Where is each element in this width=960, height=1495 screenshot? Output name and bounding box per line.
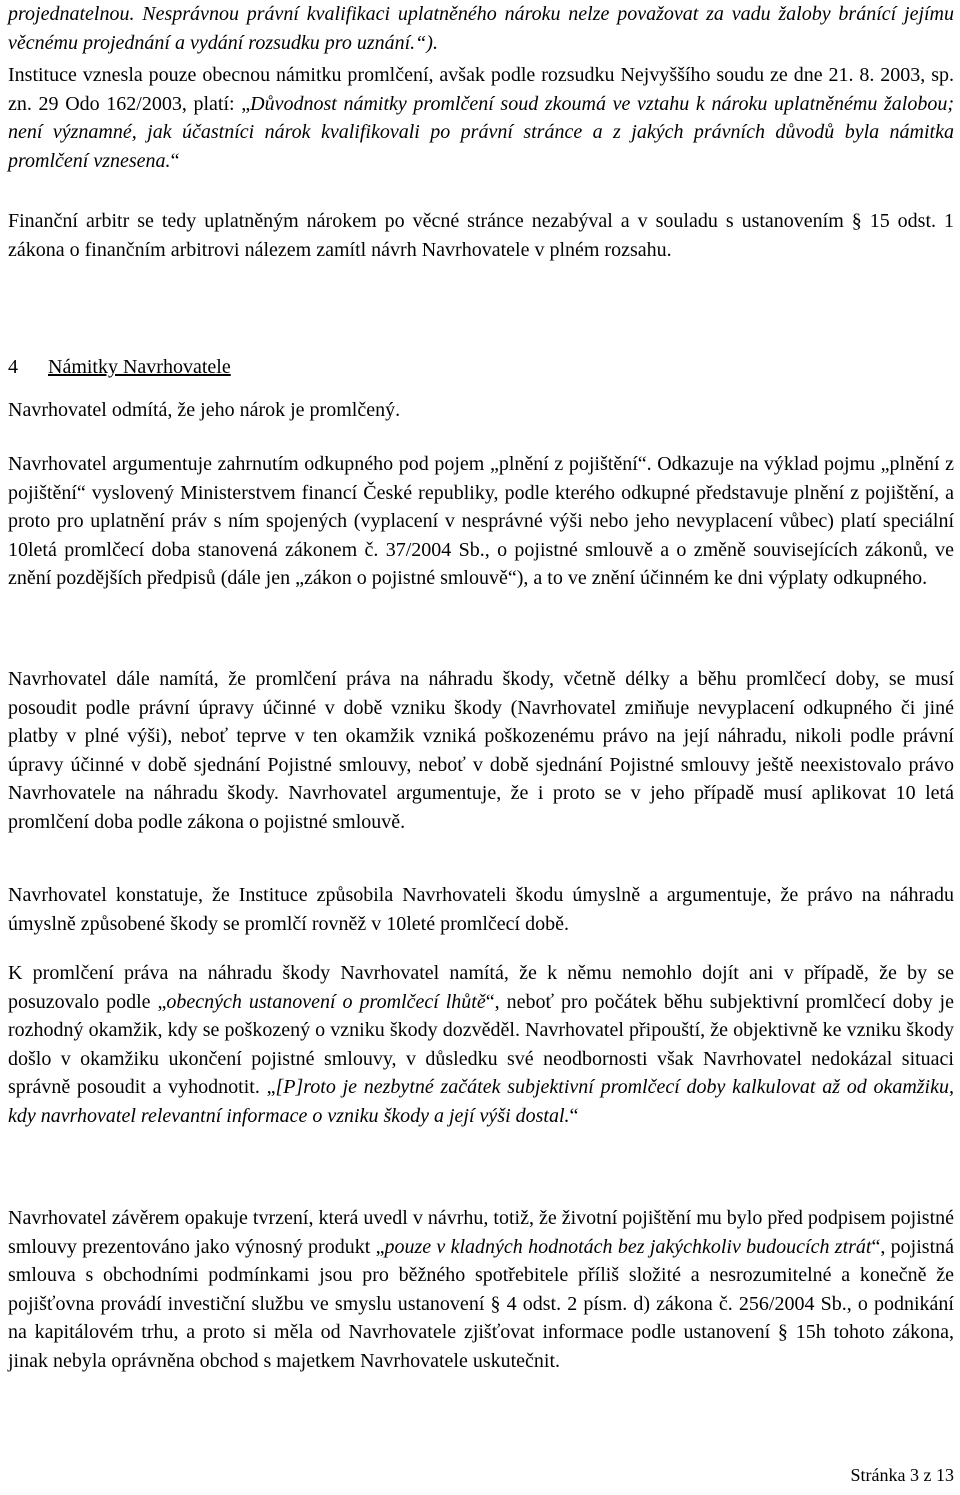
text-run: Navrhovatel závěrem opakuje tvrzení, která uvedl v návrhu, totiž, že životní pojištění mu bylo před podpisem pojistné smlouvy prezentováno jako výnosný produkt „ bbox=[8, 1207, 954, 1258]
paragraph-arbiter-decision bbox=[8, 207, 954, 264]
text-run: pouze v kladných hodnotách bez jakýchkoliv budoucích ztrát bbox=[384, 1235, 872, 1258]
text-run: Navrhovatel argumentuje zahrnutím odkupného pod pojem „plnění z pojištění“. Odkazuje na výklad pojmu „plnění z pojištění“ vyslovený Ministerstvem financí České republiky, podle kterého odkupné představuje plnění z pojištění, a proto pro uplatnění práv s ním spojených (vyplacení v nesprávné výši nebo jeho nevyplacení vůbec) platí speciální 10letá promlčecí doba stanovená zákonem č. 37/2004 Sb., o pojistné smlouvě a o změně souvisejících zákonů, ve znění pozdějších předpisů (dále jen „zákon o pojistné smlouvě“), a to ve znění účinném ke dni výplaty odkupného. bbox=[8, 453, 954, 589]
text-run: K promlčení práva na náhradu škody Navrhovatel namítá, že k němu nemohlo dojít ani v případě, že by se posuzovalo podle „ bbox=[8, 962, 954, 1013]
text-run: “, neboť pro počátek běhu subjektivní promlčecí doby je rozhodný okamžik, kdy se poškozený o vzniku škody dozvěděl. Navrhovatel připouští, že objektivně ke vzniku škody došlo v okamžiku ukončení pojistné smlouvy, v důsledku své neodbornosti však Navrhovatel nedokázal situaci správně posoudit a vyhodnotit. „ bbox=[8, 990, 954, 1098]
paragraph-court-quote-end bbox=[8, 0, 954, 57]
text-run: Finanční arbitr se tedy uplatněným nárokem po věcné stránce nezabýval a v souladu s ustanovením § 15 odst. 1 zákona o finančním arbitrovi nálezem zamítl návrh Navrhovatele v plném rozsahu. bbox=[8, 210, 954, 261]
text-run: Navrhovatel konstatuje, že Instituce způsobila Navrhovateli škodu úmyslně a argumentuje, že právo na náhradu úmyslně způsobené škody se promlčí rovněž v 10leté promlčecí době. bbox=[8, 884, 954, 935]
paragraph-surrender-value-argument bbox=[8, 450, 954, 593]
text-run: “, pojistná smlouva s obchodními podmínkami jsou pro běžného spotřebitele příliš složité a nesrozumitelné a konečně že pojišťovna provádí investiční službu ve smyslu ustanovení § 4 odst. 2 písm. d) zákona č. 256/2004 Sb., o podnikání na kapitálovém trhu, a proto si měla od Navrhovatele zjišťovat informace podle ustanovení § 15h tohoto zákona, jinak nebyla oprávněna obchod s majetkem Navrhovatele uskutečnit. bbox=[8, 1235, 954, 1372]
text-run: projednatelnou. Nesprávnou právní kvalifikaci uplatněného nároku nelze považovat za vadu žaloby bránící jejímu věcnému projednání a vydání rozsudku pro uznání.“). bbox=[8, 3, 954, 54]
section-number: 4 bbox=[8, 356, 18, 378]
paragraph-intentional-damage bbox=[8, 881, 954, 938]
section-heading bbox=[8, 353, 954, 382]
text-run: Navrhovatel odmítá, že jeho nárok je promlčený. bbox=[8, 399, 401, 421]
paragraph-statute-of-limitations-objection bbox=[8, 61, 954, 175]
page-number-footer: Stránka 3 z 13 bbox=[850, 1465, 954, 1485]
text-run: “ bbox=[170, 149, 180, 172]
paragraph-claimant-rejects bbox=[8, 396, 954, 425]
paragraph-closing-assertions bbox=[8, 1204, 954, 1375]
text-run: Navrhovatel dále namítá, že promlčení práva na náhradu škody, včetně délky a běhu promlčecí doby, se musí posoudit podle právní úpravy účinné v době vzniku škody (Navrhovatel zmiňuje nevyplacení odkupného či jiné platby v plné výši), neboť teprve v ten okamžik vzniká poškozenému právo na její náhradu, nikoli podle právní úpravy účinné v době sjednání Pojistné smlouvy, neboť v době sjednání Pojistné smlouvy ještě neexistovalo právo Navrhovatele na náhradu škody. Navrhovatel argumentuje, že i proto se v jeho případě musí aplikovat 10 letá promlčení doba podle zákona o pojistné smlouvě. bbox=[8, 668, 954, 833]
text-run: “ bbox=[569, 1104, 579, 1127]
text-run: [P]roto je nezbytné začátek subjektivní promlčecí doby kalkulovat až od okamžiku, kdy navrhovatel relevantní informace o vzniku škody a její výši dostal. bbox=[8, 1076, 954, 1127]
text-run: obecných ustanovení o promlčecí lhůtě bbox=[166, 990, 486, 1013]
section-title: Námitky Navrhovatele bbox=[48, 356, 231, 378]
paragraph-damage-compensation-argument bbox=[8, 665, 954, 836]
text-run: Instituce vznesla pouze obecnou námitku promlčení, avšak podle rozsudku Nejvyššího soudu ze dne 21. 8. 2003, sp. zn. 29 Odo 162/2003, platí: „ bbox=[8, 64, 954, 115]
text-run: Důvodnost námitky promlčení soud zkoumá ve vztahu k nároku uplatněnému žalobou; není významné, jak účastníci nárok kvalifikovali po právní stránce a z jakých právních důvodů byla námitka promlčení vznesena. bbox=[8, 92, 954, 172]
paragraph-subjective-limitation-period bbox=[8, 959, 954, 1130]
